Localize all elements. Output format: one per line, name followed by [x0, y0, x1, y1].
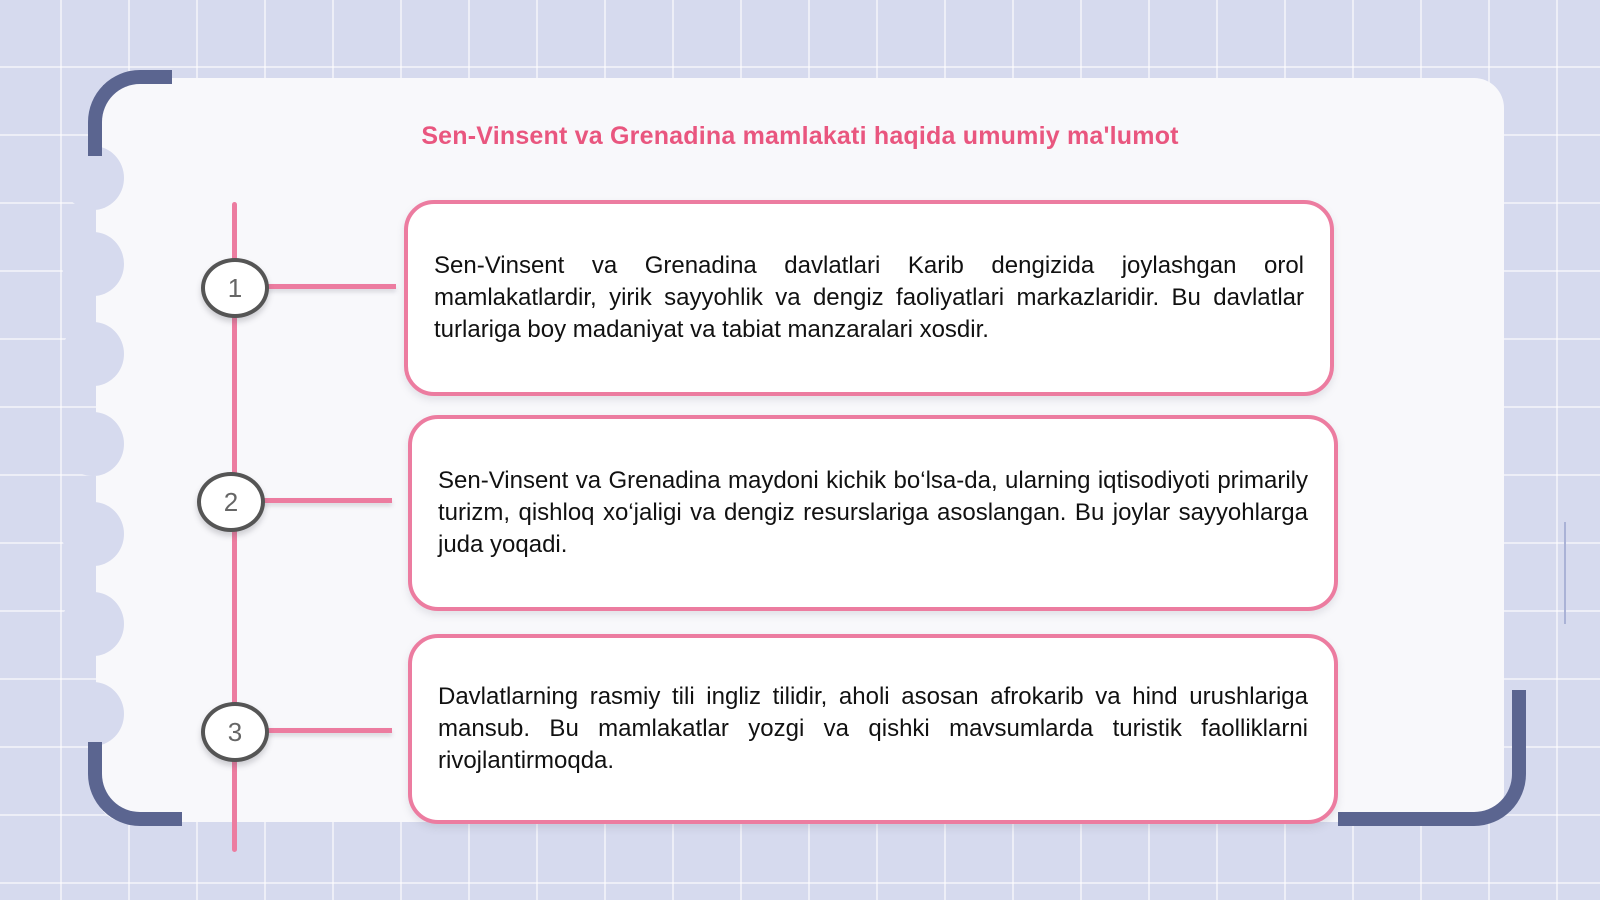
notebook-edge-bump	[62, 322, 124, 386]
info-card-text: Sen-Vinsent va Grenadina maydoni kichik bo‘lsa-da, ularning iqtisodiyoti primarily turizm, qishloq xo‘jaligi va dengiz resurslariga asoslangan. Bu joylar sayyohlarga juda yoqadi.	[438, 467, 1308, 558]
decorative-line	[1564, 522, 1566, 624]
step-number-badge: 3	[201, 702, 269, 762]
info-card	[408, 634, 1338, 824]
notebook-edge-bump	[62, 232, 124, 296]
timeline-connector	[262, 498, 392, 503]
info-card	[408, 415, 1338, 611]
step-number-badge: 2	[197, 472, 265, 532]
notebook-edge-bump	[62, 592, 124, 656]
timeline-connector	[266, 728, 392, 733]
slide-title: Sen-Vinsent va Grenadina mamlakati haqida umumiy ma'lumot	[421, 122, 1179, 150]
notebook-edge-bump	[62, 682, 124, 746]
step-number-badge: 1	[201, 258, 269, 318]
frame-corner-bottom-left	[88, 742, 182, 826]
notebook-edge-bump	[62, 502, 124, 566]
frame-corner-bottom-right	[1338, 690, 1526, 826]
timeline-connector	[266, 284, 396, 289]
info-card	[404, 200, 1334, 396]
info-card-text: Sen-Vinsent va Grenadina davlatlari Karib dengizida joylashgan orol mamlakatlardir, yirik sayyohlik va dengiz faoliyatlari markazlaridir. Bu davlatlar turlariga boy madaniyat va tabiat manzaralari xosdir.	[434, 252, 1304, 343]
info-card-text: Davlatlarning rasmiy tili ingliz tilidir, aholi asosan afrokarib va hind urushlariga mansub. Bu mamlakatlar yozgi va qishki mavsumlarda turistik faolliklarni rivojlantirmoqda.	[438, 683, 1308, 774]
notebook-edge-bump	[62, 412, 124, 476]
